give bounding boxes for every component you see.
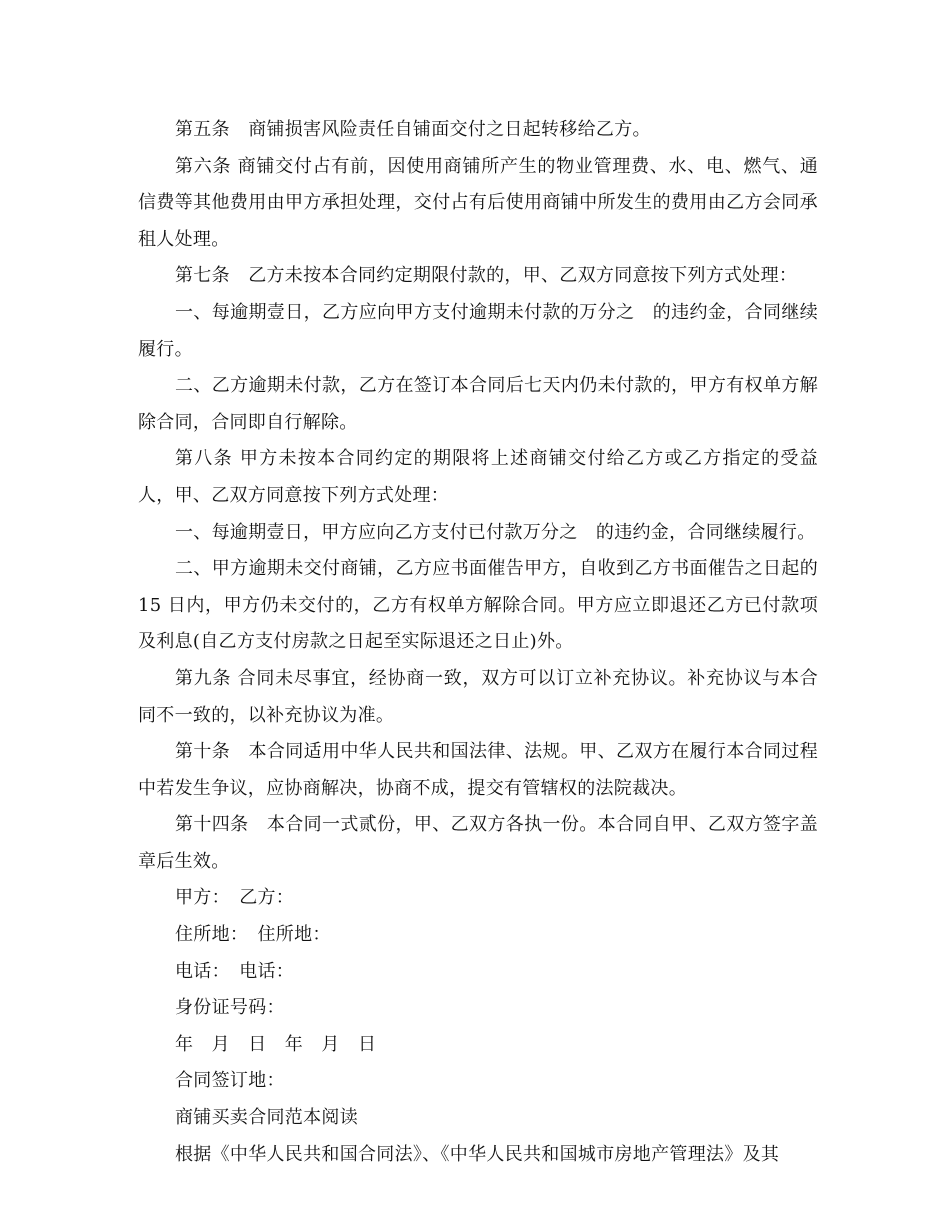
- clause-5: 第五条 商铺损害风险责任自铺面交付之日起转移给乙方。: [175, 119, 651, 140]
- clause-14: 第十四条 本合同一式贰份，甲、乙双方各执一份。本合同自甲、乙双方签字盖章后生效。: [138, 814, 818, 872]
- clause-7-item-1: 一、每逾期壹日，乙方应向甲方支付逾期未付款的万分之 的违约金，合同继续履行。: [138, 301, 818, 360]
- clause-8: 第八条 甲方未按本合同约定的期限将上述商铺交付给乙方或乙方指定的受益人，甲、乙双方同意按下列方式处理：: [138, 448, 818, 506]
- date-line: 年 月 日 年 月 日: [175, 1033, 377, 1055]
- clause-7: 第七条 乙方未按本合同约定期限付款的，甲、乙双方同意按下列方式处理：: [175, 265, 798, 287]
- party-phone-line: 电话： 电话：: [175, 960, 295, 982]
- clause-10: 第十条 本合同适用中华人民共和国法律、法规。甲、乙双方在履行本合同过程中若发生争议，应协商解决，协商不成，提交有管辖权的法院裁决。: [138, 741, 818, 799]
- intro-line: 根据《中华人民共和国合同法》、《中华人民共和国城市房地产管理法》及其: [175, 1143, 780, 1165]
- clause-9: 第九条 合同未尽事宜，经协商一致，双方可以订立补充协议。补充协议与本合同不一致的，以补充协议为准。: [138, 667, 818, 726]
- party-address-line: 住所地： 住所地：: [175, 924, 331, 946]
- document-page: [138, 112, 825, 1173]
- clause-7-item-2: 二、乙方逾期未付款，乙方在签订本合同后七天内仍未付款的，甲方有权单方解除合同，合同即自行解除。: [138, 375, 818, 433]
- signing-place-line: 合同签订地：: [175, 1070, 285, 1092]
- clause-8-item-2: 二、甲方逾期未交付商铺，乙方应书面催告甲方，自收到乙方书面催告之日起的 15 日内，甲方仍未交付的，乙方有权单方解除合同。甲方应立即退还乙方已付款项及利息(自乙方支付房款之日起至实际退还之日止)外。: [138, 558, 825, 653]
- id-number-line: 身份证号码：: [175, 997, 285, 1019]
- clause-6: 第六条 商铺交付占有前，因使用商铺所产生的物业管理费、水、电、燃气、通信费等其他费用由甲方承担处理，交付占有后使用商铺中所发生的费用由乙方会同承租人处理。: [138, 155, 818, 250]
- party-names-line: 甲方： 乙方：: [175, 887, 295, 909]
- clause-8-item-1: 一、每逾期壹日，甲方应向乙方支付已付款万分之 的违约金，合同继续履行。: [175, 521, 816, 543]
- section-heading: 商铺买卖合同范本阅读: [175, 1107, 358, 1129]
